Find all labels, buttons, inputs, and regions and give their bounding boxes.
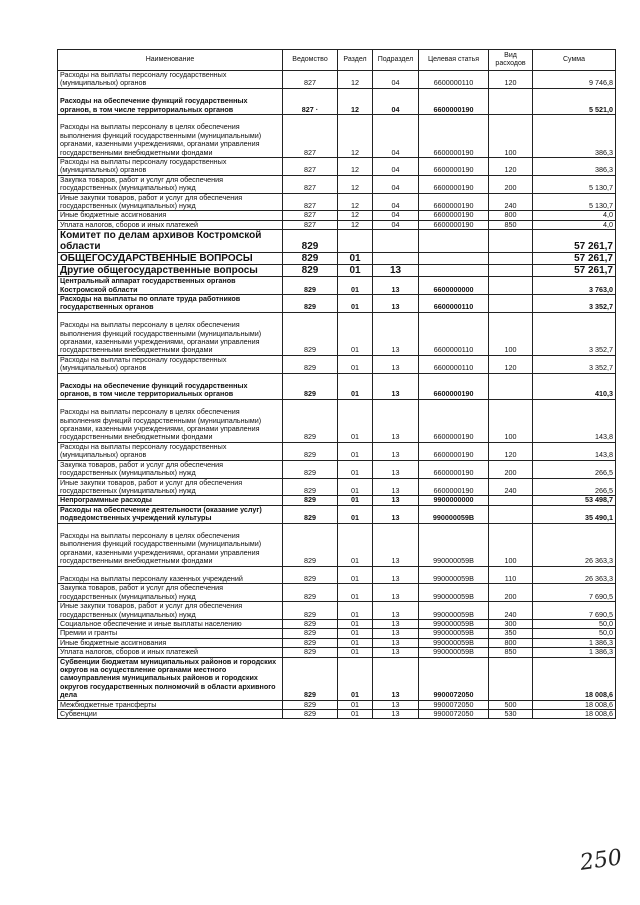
row-amount: 5 130,7: [533, 193, 616, 211]
row-target-item: 6600000110: [419, 295, 489, 313]
row-section: 01: [338, 496, 373, 505]
table-row: [58, 460, 616, 478]
row-section: 01: [338, 505, 373, 523]
row-amount: 57 261,7: [533, 230, 616, 253]
row-expense-type: [489, 230, 533, 253]
row-target-item: 6600000190: [419, 442, 489, 460]
row-expense-type: 120: [489, 442, 533, 460]
page-number: 250: [578, 845, 624, 876]
row-target-item: 6600000190: [419, 460, 489, 478]
row-name: Иные закупки товаров, работ и услуг для обеспечения государственных (муниципальных) нужд: [58, 193, 283, 211]
row-department: 829: [283, 629, 338, 638]
table-row: [58, 295, 616, 313]
row-name: Закупка товаров, работ и услуг для обеспечения государственных (муниципальных) нужд: [58, 584, 283, 602]
row-name: Расходы на выплаты персоналу государственных (муниципальных) органов: [58, 442, 283, 460]
row-section: 12: [338, 211, 373, 220]
row-expense-type: 120: [489, 158, 533, 176]
budget-table: [57, 49, 616, 719]
row-name: Другие общегосударственные вопросы: [58, 265, 283, 277]
row-department: 829: [283, 478, 338, 496]
row-expense-type: 850: [489, 220, 533, 229]
row-expense-type: [489, 373, 533, 399]
row-amount: 3 352,7: [533, 295, 616, 313]
row-name: Иные бюджетные ассигнования: [58, 211, 283, 220]
row-name: Расходы на выплаты персоналу государственных (муниципальных) органов: [58, 71, 283, 89]
row-department: 829: [283, 648, 338, 657]
row-expense-type: 500: [489, 700, 533, 709]
row-target-item: 6600000190: [419, 220, 489, 229]
row-amount: 5 130,7: [533, 175, 616, 193]
row-section: 01: [338, 629, 373, 638]
row-target-item: 990000059В: [419, 648, 489, 657]
row-target-item: 990000059В: [419, 584, 489, 602]
table-row: [58, 265, 616, 277]
budget-table-page: [57, 49, 615, 719]
row-target-item: 990000059В: [419, 602, 489, 620]
row-expense-type: [489, 253, 533, 265]
row-name: Расходы на выплаты по оплате труда работников государственных органов: [58, 295, 283, 313]
table-row: [58, 602, 616, 620]
row-subsection: 13: [373, 602, 419, 620]
row-target-item: 990000059В: [419, 638, 489, 647]
row-target-item: 6600000190: [419, 158, 489, 176]
row-target-item: 9900072050: [419, 700, 489, 709]
row-department: 829: [283, 584, 338, 602]
row-target-item: 990000059В: [419, 629, 489, 638]
table-row: [58, 700, 616, 709]
row-expense-type: 200: [489, 584, 533, 602]
row-subsection: 13: [373, 638, 419, 647]
row-name: Закупка товаров, работ и услуг для обеспечения государственных (муниципальных) нужд: [58, 460, 283, 478]
row-expense-type: 850: [489, 648, 533, 657]
row-amount: 26 363,3: [533, 566, 616, 584]
row-expense-type: [489, 505, 533, 523]
header-expense-type: Вид расходов: [489, 50, 533, 71]
table-row: [58, 355, 616, 373]
row-section: 01: [338, 355, 373, 373]
row-name: Премии и гранты: [58, 629, 283, 638]
table-row: [58, 566, 616, 584]
row-subsection: 13: [373, 584, 419, 602]
row-department: 829: [283, 373, 338, 399]
row-amount: 3 352,7: [533, 312, 616, 355]
row-expense-type: 240: [489, 193, 533, 211]
row-section: 01: [338, 442, 373, 460]
row-subsection: 13: [373, 442, 419, 460]
row-name: Расходы на выплаты персоналу в целях обеспечения выполнения функций государственными (муниципальными) органами, казенными учреждениями, органами управления государственными внебюджетными фондами: [58, 312, 283, 355]
row-subsection: [373, 230, 419, 253]
row-section: 01: [338, 295, 373, 313]
row-department: 827: [283, 175, 338, 193]
row-department: 827: [283, 211, 338, 220]
row-section: 01: [338, 648, 373, 657]
row-amount: 50,0: [533, 629, 616, 638]
row-section: 12: [338, 88, 373, 114]
row-section: 12: [338, 220, 373, 229]
row-name: Иные закупки товаров, работ и услуг для обеспечения государственных (муниципальных) нужд: [58, 478, 283, 496]
row-subsection: 13: [373, 265, 419, 277]
row-department: 829: [283, 399, 338, 442]
row-subsection: 13: [373, 399, 419, 442]
row-subsection: 13: [373, 460, 419, 478]
row-expense-type: 350: [489, 629, 533, 638]
row-target-item: 990000059В: [419, 523, 489, 566]
row-amount: 18 008,6: [533, 710, 616, 719]
header-section: Раздел: [338, 50, 373, 71]
row-name: Расходы на выплаты персоналу в целях обеспечения выполнения функций государственными (муниципальными) органами, казенными учреждениями, органами управления государственными внебюджетными фондами: [58, 523, 283, 566]
row-section: 01: [338, 566, 373, 584]
row-name: Расходы на выплаты персоналу государственных (муниципальных) органов: [58, 355, 283, 373]
row-department: 829: [283, 230, 338, 253]
row-target-item: 6600000110: [419, 312, 489, 355]
row-subsection: 13: [373, 710, 419, 719]
header-department: Ведомство: [283, 50, 338, 71]
row-amount: 7 690,5: [533, 584, 616, 602]
row-department: 829: [283, 496, 338, 505]
row-subsection: 04: [373, 220, 419, 229]
row-subsection: 04: [373, 158, 419, 176]
row-name: Иные бюджетные ассигнования: [58, 638, 283, 647]
row-section: 01: [338, 700, 373, 709]
row-amount: 57 261,7: [533, 253, 616, 265]
row-amount: 18 008,6: [533, 700, 616, 709]
row-name: Уплата налогов, сборов и иных платежей: [58, 648, 283, 657]
row-department: 829: [283, 523, 338, 566]
row-target-item: 6600000190: [419, 175, 489, 193]
row-target-item: 9900000000: [419, 496, 489, 505]
table-row: [58, 399, 616, 442]
row-subsection: 13: [373, 700, 419, 709]
table-row: [58, 175, 616, 193]
row-amount: 5 521,0: [533, 88, 616, 114]
table-row: [58, 193, 616, 211]
row-department: 829: [283, 312, 338, 355]
table-row: [58, 496, 616, 505]
table-row: [58, 211, 616, 220]
row-expense-type: [489, 295, 533, 313]
row-subsection: 13: [373, 657, 419, 700]
row-section: 01: [338, 657, 373, 700]
table-row: [58, 158, 616, 176]
row-expense-type: [489, 277, 533, 295]
row-subsection: 04: [373, 71, 419, 89]
row-target-item: 6600000000: [419, 277, 489, 295]
row-name: Закупка товаров, работ и услуг для обеспечения государственных (муниципальных) нужд: [58, 175, 283, 193]
row-subsection: 13: [373, 566, 419, 584]
row-subsection: 04: [373, 211, 419, 220]
row-name: Субвенции: [58, 710, 283, 719]
table-row: [58, 442, 616, 460]
row-amount: 143,8: [533, 442, 616, 460]
row-target-item: 6600000190: [419, 211, 489, 220]
row-target-item: [419, 265, 489, 277]
row-name: Расходы на выплаты персоналу в целях обеспечения выполнения функций государственными (муниципальными) органами, казенными учреждениями, органами управления государственными внебюджетными фондами: [58, 399, 283, 442]
header-name: Наименование: [58, 50, 283, 71]
row-subsection: 13: [373, 277, 419, 295]
row-subsection: 13: [373, 619, 419, 628]
row-section: 01: [338, 312, 373, 355]
row-amount: 1 386,3: [533, 638, 616, 647]
table-row: [58, 505, 616, 523]
table-header-row: [58, 50, 616, 71]
row-section: 01: [338, 619, 373, 628]
row-name: Субвенции бюджетам муниципальных районов и городских округов на осуществление органами местного самоуправления муниципальных районов и городских округов государственных полномочий в области архивного дела: [58, 657, 283, 700]
row-expense-type: 120: [489, 355, 533, 373]
row-name: Иные закупки товаров, работ и услуг для обеспечения государственных (муниципальных) нужд: [58, 602, 283, 620]
row-expense-type: 120: [489, 71, 533, 89]
row-department: 827: [283, 71, 338, 89]
row-subsection: 13: [373, 629, 419, 638]
row-subsection: 13: [373, 648, 419, 657]
row-target-item: 990000059В: [419, 619, 489, 628]
row-amount: 410,3: [533, 373, 616, 399]
row-amount: 53 498,7: [533, 496, 616, 505]
row-expense-type: 100: [489, 399, 533, 442]
table-row: [58, 253, 616, 265]
row-department: 827: [283, 220, 338, 229]
row-subsection: 13: [373, 496, 419, 505]
row-subsection: 04: [373, 115, 419, 158]
row-department: 827: [283, 193, 338, 211]
row-subsection: 13: [373, 478, 419, 496]
row-target-item: 6600000190: [419, 88, 489, 114]
row-department: 829: [283, 355, 338, 373]
row-amount: 35 490,1: [533, 505, 616, 523]
row-expense-type: [489, 657, 533, 700]
row-subsection: 13: [373, 523, 419, 566]
row-section: 01: [338, 710, 373, 719]
row-expense-type: 240: [489, 478, 533, 496]
row-target-item: 990000059В: [419, 505, 489, 523]
row-expense-type: 800: [489, 638, 533, 647]
row-section: 01: [338, 460, 373, 478]
row-expense-type: 200: [489, 460, 533, 478]
row-subsection: 04: [373, 175, 419, 193]
row-name: Комитет по делам архивов Костромской области: [58, 230, 283, 253]
row-target-item: [419, 230, 489, 253]
row-section: 01: [338, 265, 373, 277]
row-amount: 18 008,6: [533, 657, 616, 700]
row-department: 829: [283, 566, 338, 584]
row-amount: 4,0: [533, 220, 616, 229]
row-name: Социальное обеспечение и иные выплаты населению: [58, 619, 283, 628]
row-department: 829: [283, 700, 338, 709]
row-department: 827 ·: [283, 88, 338, 114]
row-amount: 50,0: [533, 619, 616, 628]
row-name: Расходы на выплаты персоналу государственных (муниципальных) органов: [58, 158, 283, 176]
table-row: [58, 220, 616, 229]
row-section: 01: [338, 399, 373, 442]
row-amount: 386,3: [533, 158, 616, 176]
row-amount: 57 261,7: [533, 265, 616, 277]
row-expense-type: 100: [489, 115, 533, 158]
row-department: 829: [283, 460, 338, 478]
row-amount: 386,3: [533, 115, 616, 158]
row-expense-type: 530: [489, 710, 533, 719]
table-row: [58, 584, 616, 602]
row-target-item: 6600000190: [419, 478, 489, 496]
row-target-item: 6600000110: [419, 71, 489, 89]
table-row: [58, 277, 616, 295]
row-name: Межбюджетные трансферты: [58, 700, 283, 709]
table-row: [58, 648, 616, 657]
row-name: Расходы на выплаты персоналу в целях обеспечения выполнения функций государственными (муниципальными) органами, казенными учреждениями, органами управления государственными внебюджетными фондами: [58, 115, 283, 158]
table-row: [58, 71, 616, 89]
table-row: [58, 619, 616, 628]
row-name: Расходы на обеспечение функций государственных органов, в том числе территориальных органов: [58, 373, 283, 399]
row-name: Расходы на выплаты персоналу казенных учреждений: [58, 566, 283, 584]
row-department: 829: [283, 602, 338, 620]
row-amount: 3 763,0: [533, 277, 616, 295]
row-expense-type: 240: [489, 602, 533, 620]
row-amount: 266,5: [533, 460, 616, 478]
table-row: [58, 657, 616, 700]
row-expense-type: [489, 88, 533, 114]
row-expense-type: 800: [489, 211, 533, 220]
table-row: [58, 230, 616, 253]
row-subsection: 13: [373, 355, 419, 373]
row-department: 829: [283, 277, 338, 295]
row-expense-type: 100: [489, 312, 533, 355]
row-section: 12: [338, 71, 373, 89]
row-section: 01: [338, 584, 373, 602]
row-target-item: 6600000190: [419, 373, 489, 399]
row-department: 829: [283, 619, 338, 628]
row-name: Расходы на обеспечение деятельности (оказание услуг) подведомственных учреждений культуры: [58, 505, 283, 523]
row-subsection: 04: [373, 88, 419, 114]
row-name: Уплата налогов, сборов и иных платежей: [58, 220, 283, 229]
table-row: [58, 638, 616, 647]
row-target-item: 6600000110: [419, 355, 489, 373]
row-subsection: 13: [373, 373, 419, 399]
row-name: Центральный аппарат государственных органов Костромской области: [58, 277, 283, 295]
table-row: [58, 629, 616, 638]
row-target-item: [419, 253, 489, 265]
row-section: 01: [338, 602, 373, 620]
table-row: [58, 312, 616, 355]
row-section: 12: [338, 193, 373, 211]
row-amount: 9 746,8: [533, 71, 616, 89]
row-section: 01: [338, 478, 373, 496]
row-section: 01: [338, 277, 373, 295]
row-subsection: 13: [373, 312, 419, 355]
row-subsection: 04: [373, 193, 419, 211]
row-expense-type: 110: [489, 566, 533, 584]
row-section: 01: [338, 253, 373, 265]
row-department: 829: [283, 253, 338, 265]
row-subsection: 13: [373, 505, 419, 523]
row-subsection: [373, 253, 419, 265]
row-target-item: 6600000190: [419, 193, 489, 211]
row-department: 829: [283, 295, 338, 313]
row-department: 829: [283, 442, 338, 460]
header-target-item: Целевая статья: [419, 50, 489, 71]
row-section: 12: [338, 115, 373, 158]
row-name: ОБЩЕГОСУДАРСТВЕННЫЕ ВОПРОСЫ: [58, 253, 283, 265]
table-row: [58, 523, 616, 566]
row-section: [338, 230, 373, 253]
row-amount: 1 386,3: [533, 648, 616, 657]
row-department: 829: [283, 638, 338, 647]
row-expense-type: [489, 496, 533, 505]
row-section: 01: [338, 373, 373, 399]
row-amount: 143,8: [533, 399, 616, 442]
row-subsection: 13: [373, 295, 419, 313]
row-section: 01: [338, 523, 373, 566]
row-department: 829: [283, 505, 338, 523]
row-expense-type: 100: [489, 523, 533, 566]
row-expense-type: [489, 265, 533, 277]
row-department: 827: [283, 115, 338, 158]
table-row: [58, 373, 616, 399]
row-name: Расходы на обеспечение функций государственных органов, в том числе территориальных органов: [58, 88, 283, 114]
header-amount: Сумма: [533, 50, 616, 71]
row-amount: 3 352,7: [533, 355, 616, 373]
row-target-item: 9900072050: [419, 657, 489, 700]
row-department: 829: [283, 265, 338, 277]
row-target-item: 9900072050: [419, 710, 489, 719]
table-row: [58, 88, 616, 114]
row-department: 829: [283, 657, 338, 700]
row-department: 829: [283, 710, 338, 719]
row-section: 12: [338, 158, 373, 176]
row-amount: 26 363,3: [533, 523, 616, 566]
row-target-item: 6600000190: [419, 115, 489, 158]
row-name: Непрограммные расходы: [58, 496, 283, 505]
row-department: 827: [283, 158, 338, 176]
row-expense-type: 200: [489, 175, 533, 193]
row-section: 12: [338, 175, 373, 193]
row-target-item: 990000059В: [419, 566, 489, 584]
row-amount: 7 690,5: [533, 602, 616, 620]
table-row: [58, 115, 616, 158]
table-row: [58, 710, 616, 719]
header-subsection: Подраздел: [373, 50, 419, 71]
row-amount: 266,5: [533, 478, 616, 496]
row-section: 01: [338, 638, 373, 647]
row-amount: 4,0: [533, 211, 616, 220]
row-expense-type: 300: [489, 619, 533, 628]
row-target-item: 6600000190: [419, 399, 489, 442]
table-row: [58, 478, 616, 496]
